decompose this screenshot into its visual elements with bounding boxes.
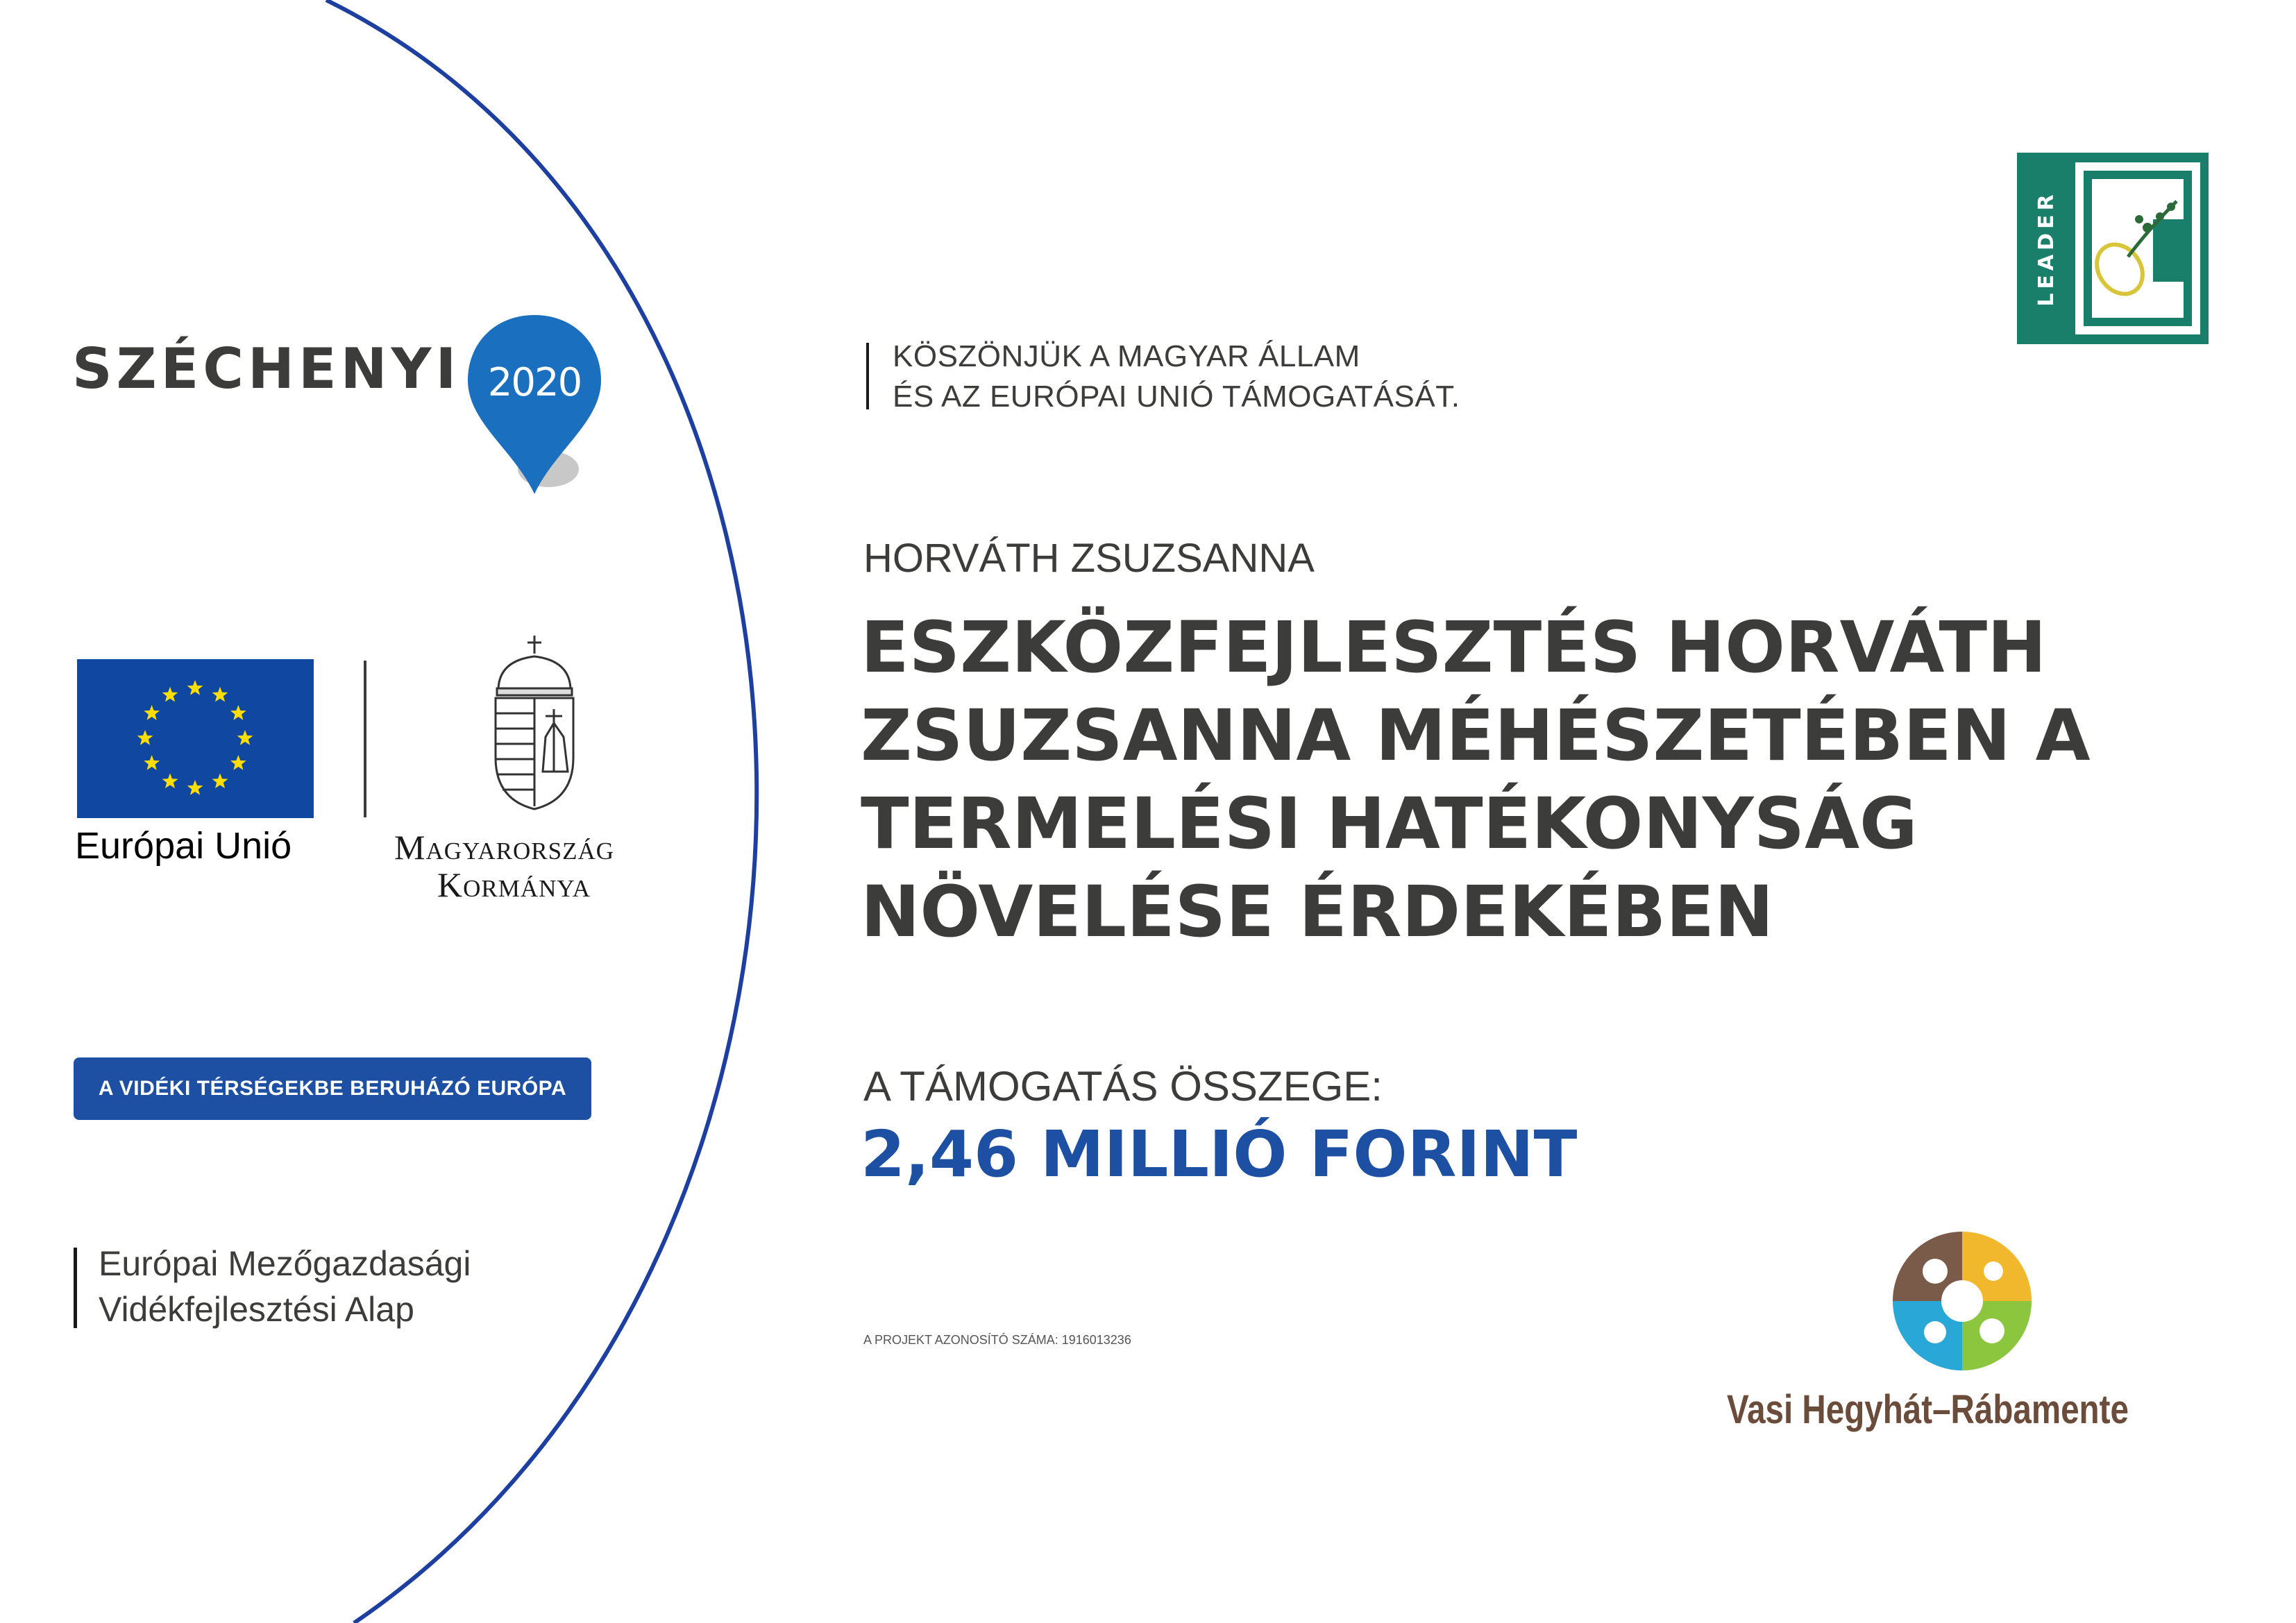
thanks-line-1: KÖSZÖNJÜK A MAGYAR ÁLLAM [893,339,1360,373]
logo-divider [364,661,366,817]
grant-amount-value: 2,46 MILLIÓ FORINT [861,1117,1578,1191]
fund-name-line-2: Vidékfejlesztési Alap [99,1290,414,1329]
government-line-2: Kormánya [437,865,591,904]
project-title-line-3: TERMELÉSI HATÉKONYSÁG [861,783,1918,865]
government-line-1: Magyarország [394,828,615,867]
project-title-line-1: ESZKÖZFEJLESZTÉS HORVÁTH [861,606,2047,689]
leader-logo-icon [2017,153,2209,344]
project-title-line-2: ZSUZSANNA MÉHÉSZETÉBEN A [861,695,2091,777]
vasi-hegyhat-label: Vasi Hegyhát–Rábamente [1727,1387,2129,1432]
grant-amount-label: A TÁMOGATÁS ÖSSZEGE: [863,1063,1383,1110]
thanks-accent-bar [866,343,869,409]
beneficiary-name: HORVÁTH ZSUZSANNA [863,536,1315,581]
fund-name-line-1: Európai Mezőgazdasági [99,1244,471,1283]
thanks-line-2: ÉS AZ EURÓPAI UNIÓ TÁMOGATÁSÁT. [893,380,1460,414]
szechenyi-logo-word: SZÉCHENYI [72,337,461,401]
leader-logo-text: LEADER [2034,190,2059,307]
hungarian-coat-of-arms-icon [486,633,583,813]
project-title-line-4: NÖVELÉSE ÉRDEKÉBEN [861,871,1774,953]
project-title [861,604,2179,956]
eu-label: Európai Unió [75,825,292,867]
rural-europe-banner: A VIDÉKI TÉRSÉGEKBE BERUHÁZÓ EURÓPA [74,1057,591,1120]
project-id: A PROJEKT AZONOSÍTÓ SZÁMA: 1916013236 [863,1333,1131,1347]
eu-flag-icon [77,659,314,818]
szechenyi-year: 2020 [487,360,582,405]
fund-accent-bar [74,1248,77,1328]
szechenyi-2020-pin-icon [458,311,611,498]
vasi-hegyhat-logo-icon [1889,1228,2035,1374]
